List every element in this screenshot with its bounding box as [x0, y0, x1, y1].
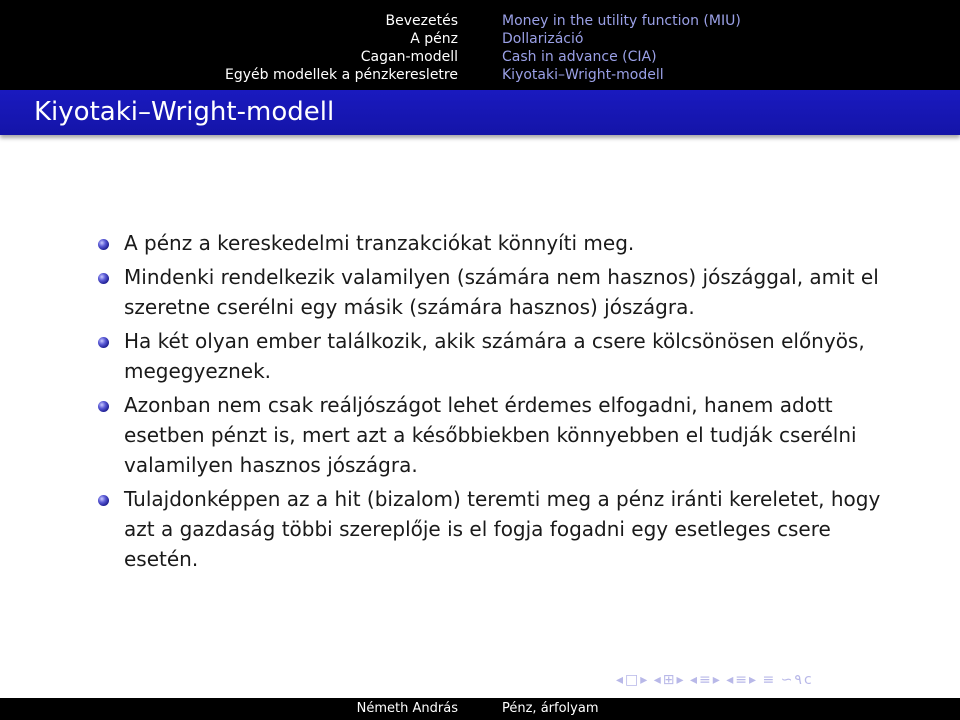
nav-next-subsection-icon[interactable]: ▸ [712, 672, 720, 688]
nav-search-icon[interactable]: ۹ [794, 672, 802, 688]
top-navigation-bar [0, 0, 960, 90]
bullet-text: A pénz a kereskedelmi tranzakciókat könnyíti meg. [124, 231, 635, 255]
frame-title: Kiyotaki–Wright-modell [34, 97, 335, 127]
nav-section-a-penz[interactable]: A pénz [410, 31, 458, 47]
bullet-ball-icon [98, 495, 109, 506]
nav-section-icon[interactable]: ≡ [735, 672, 748, 688]
nav-back-icon[interactable]: ∽ [780, 672, 793, 688]
nav-next-slide-icon[interactable]: ▸ [676, 672, 684, 688]
nav-section-cagan-modell[interactable]: Cagan-modell [360, 49, 458, 65]
footer-short-title: Pénz, árfolyam [502, 701, 599, 716]
bullet-item [96, 262, 896, 322]
nav-subsection-miu[interactable]: Money in the utility function (MIU) [502, 13, 741, 29]
bullet-item [96, 326, 896, 386]
nav-subsection-dollarizacio[interactable]: Dollarizáció [502, 31, 584, 47]
nav-subsection-icon[interactable]: ≡ [699, 672, 711, 688]
nav-next-frame-icon[interactable]: ▸ [640, 672, 648, 688]
bullet-text: Mindenki rendelkezik valamilyen (számára nem hasznos) jószággal, amit el szeretne cserélni egy másik (számára hasznos) jószágra. [124, 265, 879, 319]
bullet-item [96, 228, 896, 258]
nav-forward-icon[interactable]: ᴄ [803, 672, 812, 688]
footer-bar [0, 698, 960, 720]
bullet-item [96, 484, 896, 574]
bullet-ball-icon [98, 273, 109, 284]
slide-content [96, 228, 896, 578]
bullet-text: Azonban nem csak reáljószágot lehet érdemes elfogadni, hanem adott esetben pénzt is, mert azt a későbbiekben könnyebben el tudják cserélni valamilyen hasznos jószágra. [124, 393, 857, 477]
bullet-list [96, 228, 896, 574]
nav-subsection-kiyotaki-wright[interactable]: Kiyotaki–Wright-modell [502, 67, 664, 83]
section-nav-left [225, 12, 458, 84]
nav-appendix-icon[interactable]: ≡ [762, 672, 775, 688]
bullet-text: Tulajdonképpen az a hit (bizalom) teremti meg a pénz iránti kereletet, hogy azt a gazdaság többi szereplője is el fogja fogadni egy esetleges csere esetén. [124, 487, 881, 571]
nav-prev-frame-icon[interactable]: ◂ [616, 672, 624, 688]
subsection-nav-right [502, 12, 741, 84]
beamer-navigation-symbols [616, 672, 814, 696]
nav-slide-icon[interactable]: ⊞ [662, 672, 675, 688]
nav-section-bevezetes[interactable]: Bevezetés [385, 13, 458, 29]
footer-author: Németh András [356, 701, 458, 716]
bullet-ball-icon [98, 239, 109, 250]
nav-prev-slide-icon[interactable]: ◂ [653, 672, 661, 688]
nav-frame-icon[interactable]: □ [625, 672, 639, 688]
nav-subsection-cia[interactable]: Cash in advance (CIA) [502, 49, 657, 65]
bullet-ball-icon [98, 401, 109, 412]
nav-section-egyeb-modellek[interactable]: Egyéb modellek a pénzkeresletre [224, 67, 458, 83]
nav-next-section-icon[interactable]: ▸ [749, 672, 757, 688]
bullet-ball-icon [98, 337, 109, 348]
nav-prev-section-icon[interactable]: ◂ [726, 672, 734, 688]
bullet-item [96, 390, 896, 480]
frame-title-bar [0, 90, 960, 135]
bullet-text: Ha két olyan ember találkozik, akik számára a csere kölcsönösen előnyös, megegyeznek. [124, 329, 865, 383]
nav-prev-subsection-icon[interactable]: ◂ [690, 672, 698, 688]
